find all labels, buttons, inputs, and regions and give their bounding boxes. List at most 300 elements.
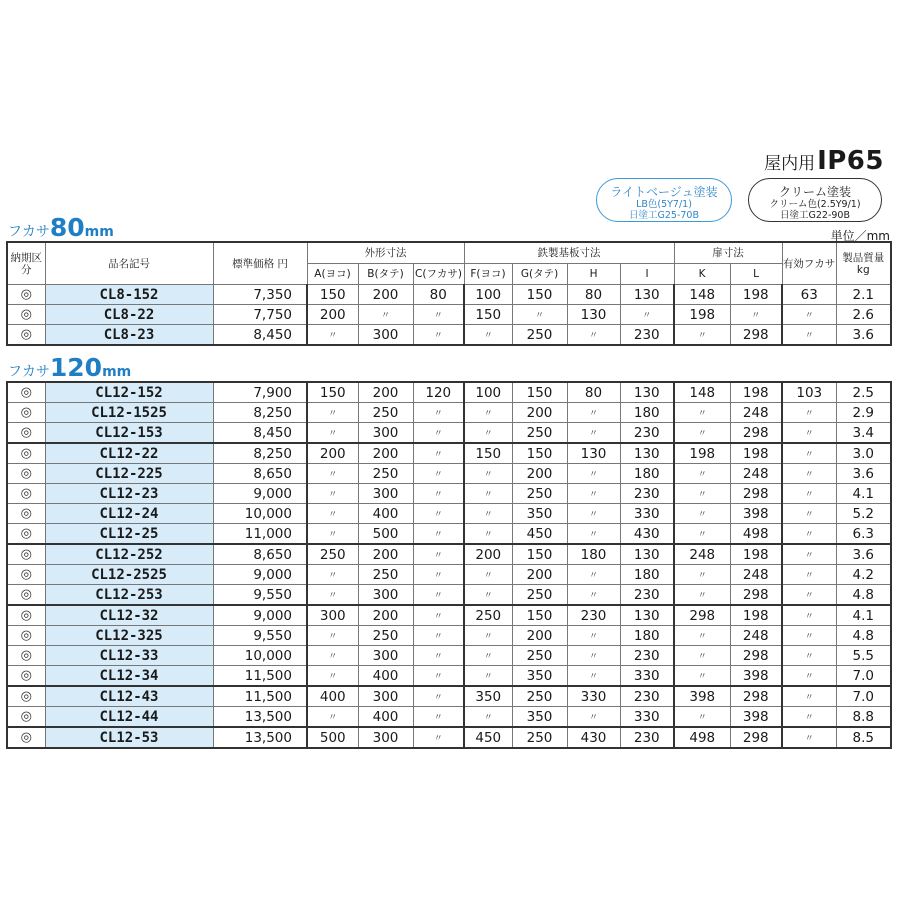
cell-f: 〃 <box>464 707 512 728</box>
cell-a: 400 <box>307 686 358 707</box>
cell-f: 100 <box>464 285 512 305</box>
cell-g: 350 <box>512 707 567 728</box>
cell-f: 〃 <box>464 585 512 606</box>
table-row <box>7 686 891 707</box>
cell-c: 〃 <box>413 666 464 687</box>
finish-color: LB色(5Y7/1) <box>636 199 692 210</box>
cell-l: 248 <box>730 565 782 585</box>
cell-g: 250 <box>512 727 567 748</box>
cell-b: 400 <box>358 666 413 687</box>
col-k: K <box>674 264 730 285</box>
cell-l: 198 <box>730 544 782 565</box>
cell-k: 〃 <box>674 626 730 646</box>
cell-h: 〃 <box>567 423 620 444</box>
cell-c: 120 <box>413 382 464 403</box>
cell-g: 150 <box>512 285 567 305</box>
cell-h: 〃 <box>567 646 620 666</box>
cell-a: 300 <box>307 605 358 626</box>
cell-mark: ◎ <box>7 605 45 626</box>
cell-mark: ◎ <box>7 544 45 565</box>
cell-eff: 〃 <box>782 565 836 585</box>
cell-a: 〃 <box>307 524 358 545</box>
cell-w: 3.0 <box>836 443 891 464</box>
cell-model: CL12-225 <box>45 464 213 484</box>
cell-g: 450 <box>512 524 567 545</box>
cell-g: 350 <box>512 504 567 524</box>
cell-l: 298 <box>730 423 782 444</box>
cell-f: 〃 <box>464 524 512 545</box>
cell-c: 〃 <box>413 403 464 423</box>
cell-a: 200 <box>307 305 358 325</box>
cell-model: CL12-32 <box>45 605 213 626</box>
finish-name: ライトベージュ塗装 <box>610 185 718 199</box>
cell-eff: 63 <box>782 285 836 305</box>
cell-mark: ◎ <box>7 626 45 646</box>
table-row <box>7 305 891 325</box>
cell-i: 130 <box>620 285 674 305</box>
unit-label: 単位／mm <box>830 229 890 243</box>
cell-price: 8,650 <box>213 464 307 484</box>
cell-i: 230 <box>620 484 674 504</box>
cell-i: 330 <box>620 707 674 728</box>
cell-c: 〃 <box>413 443 464 464</box>
col-door: 扉寸法 <box>674 242 782 264</box>
cell-k: 198 <box>674 305 730 325</box>
cell-c: 〃 <box>413 325 464 346</box>
cell-price: 10,000 <box>213 646 307 666</box>
cell-f: 〃 <box>464 646 512 666</box>
cell-k: 〃 <box>674 585 730 606</box>
cell-c: 〃 <box>413 727 464 748</box>
cell-eff: 〃 <box>782 325 836 346</box>
cell-w: 2.5 <box>836 382 891 403</box>
cell-eff: 〃 <box>782 646 836 666</box>
cell-k: 398 <box>674 686 730 707</box>
cell-h: 80 <box>567 382 620 403</box>
table-row <box>7 524 891 545</box>
section-title-120: フカサ120mm <box>8 353 132 382</box>
cell-a: 〃 <box>307 565 358 585</box>
cell-eff: 〃 <box>782 544 836 565</box>
table-row <box>7 626 891 646</box>
cell-h: 〃 <box>567 403 620 423</box>
table-row <box>7 605 891 626</box>
cell-c: 〃 <box>413 605 464 626</box>
cell-l: 398 <box>730 707 782 728</box>
cell-mark: ◎ <box>7 484 45 504</box>
cell-k: 〃 <box>674 423 730 444</box>
cell-i: 130 <box>620 443 674 464</box>
cell-eff: 〃 <box>782 524 836 545</box>
cell-model: CL12-33 <box>45 646 213 666</box>
cell-i: 130 <box>620 544 674 565</box>
table-row <box>7 666 891 687</box>
cell-h: 330 <box>567 686 620 707</box>
cell-price: 9,550 <box>213 585 307 606</box>
cell-a: 〃 <box>307 403 358 423</box>
col-i: I <box>620 264 674 285</box>
cell-b: 300 <box>358 325 413 346</box>
cell-f: 200 <box>464 544 512 565</box>
table-row <box>7 484 891 504</box>
finish-name: クリーム塗装 <box>778 185 851 199</box>
cell-model: CL12-24 <box>45 504 213 524</box>
cell-l: 198 <box>730 285 782 305</box>
cell-a: 200 <box>307 443 358 464</box>
cell-f: 450 <box>464 727 512 748</box>
cell-a: 〃 <box>307 423 358 444</box>
cell-i: 〃 <box>620 305 674 325</box>
cell-model: CL12-152 <box>45 382 213 403</box>
cell-i: 330 <box>620 666 674 687</box>
cell-h: 〃 <box>567 325 620 346</box>
cell-c: 〃 <box>413 544 464 565</box>
cell-l: 248 <box>730 464 782 484</box>
cell-g: 150 <box>512 605 567 626</box>
cell-f: 〃 <box>464 325 512 346</box>
cell-h: 〃 <box>567 504 620 524</box>
cell-b: 〃 <box>358 305 413 325</box>
cell-price: 8,250 <box>213 443 307 464</box>
cell-k: 298 <box>674 605 730 626</box>
cell-i: 130 <box>620 605 674 626</box>
cell-g: 250 <box>512 686 567 707</box>
cell-l: 298 <box>730 325 782 346</box>
cell-price: 9,000 <box>213 484 307 504</box>
col-h: H <box>567 264 620 285</box>
cell-k: 498 <box>674 727 730 748</box>
cell-g: 250 <box>512 585 567 606</box>
cell-b: 300 <box>358 585 413 606</box>
cell-c: 〃 <box>413 423 464 444</box>
cell-f: 〃 <box>464 423 512 444</box>
cell-b: 400 <box>358 707 413 728</box>
cell-g: 350 <box>512 666 567 687</box>
cell-i: 230 <box>620 325 674 346</box>
cell-l: 298 <box>730 585 782 606</box>
cell-w: 3.6 <box>836 464 891 484</box>
cell-mark: ◎ <box>7 707 45 728</box>
cell-b: 250 <box>358 626 413 646</box>
cell-k: 〃 <box>674 524 730 545</box>
cell-k: 〃 <box>674 403 730 423</box>
col-weight: 製品質量kg <box>836 242 891 285</box>
table-row <box>7 325 891 346</box>
cell-i: 230 <box>620 585 674 606</box>
cell-eff: 〃 <box>782 686 836 707</box>
cell-mark: ◎ <box>7 443 45 464</box>
cell-h: 180 <box>567 544 620 565</box>
cell-l: 298 <box>730 727 782 748</box>
cell-f: 〃 <box>464 464 512 484</box>
cell-a: 150 <box>307 382 358 403</box>
col-delivery: 納期区分 <box>7 242 45 285</box>
cell-price: 8,450 <box>213 423 307 444</box>
cell-i: 230 <box>620 423 674 444</box>
cell-b: 300 <box>358 646 413 666</box>
cell-mark: ◎ <box>7 325 45 346</box>
cell-mark: ◎ <box>7 464 45 484</box>
cell-h: 〃 <box>567 707 620 728</box>
cell-b: 250 <box>358 464 413 484</box>
cell-eff: 〃 <box>782 484 836 504</box>
cell-f: 〃 <box>464 403 512 423</box>
cell-g: 〃 <box>512 305 567 325</box>
cell-w: 8.8 <box>836 707 891 728</box>
cell-mark: ◎ <box>7 423 45 444</box>
cell-model: CL12-34 <box>45 666 213 687</box>
cell-b: 250 <box>358 565 413 585</box>
cell-c: 〃 <box>413 585 464 606</box>
cell-g: 250 <box>512 484 567 504</box>
cell-model: CL12-1525 <box>45 403 213 423</box>
cell-l: 398 <box>730 666 782 687</box>
cell-a: 〃 <box>307 504 358 524</box>
cell-l: 198 <box>730 443 782 464</box>
cell-f: 250 <box>464 605 512 626</box>
cell-w: 4.2 <box>836 565 891 585</box>
cell-w: 8.5 <box>836 727 891 748</box>
cell-c: 〃 <box>413 565 464 585</box>
cell-price: 7,750 <box>213 305 307 325</box>
table-row <box>7 707 891 728</box>
cell-c: 〃 <box>413 524 464 545</box>
cell-b: 300 <box>358 484 413 504</box>
cell-b: 250 <box>358 403 413 423</box>
cell-w: 2.9 <box>836 403 891 423</box>
cell-h: 130 <box>567 305 620 325</box>
cell-price: 8,250 <box>213 403 307 423</box>
cell-a: 〃 <box>307 646 358 666</box>
table-row <box>7 565 891 585</box>
cell-a: 〃 <box>307 707 358 728</box>
cell-l: 298 <box>730 646 782 666</box>
cell-a: 500 <box>307 727 358 748</box>
cell-k: 198 <box>674 443 730 464</box>
cell-model: CL12-252 <box>45 544 213 565</box>
cell-i: 230 <box>620 646 674 666</box>
cell-model: CL12-22 <box>45 443 213 464</box>
cell-c: 〃 <box>413 707 464 728</box>
cell-a: 〃 <box>307 484 358 504</box>
cell-k: 〃 <box>674 325 730 346</box>
cell-g: 200 <box>512 565 567 585</box>
cell-c: 〃 <box>413 464 464 484</box>
cell-l: 298 <box>730 484 782 504</box>
cell-i: 180 <box>620 403 674 423</box>
cell-b: 300 <box>358 727 413 748</box>
cell-h: 80 <box>567 285 620 305</box>
col-a: A(ヨコ) <box>307 264 358 285</box>
cell-g: 250 <box>512 646 567 666</box>
cell-eff: 〃 <box>782 626 836 646</box>
table-row <box>7 443 891 464</box>
cell-i: 230 <box>620 686 674 707</box>
col-eff: 有効フカサ <box>782 242 836 285</box>
rating-code: IP65 <box>817 146 884 176</box>
cell-k: 〃 <box>674 484 730 504</box>
finish-badge-cream <box>748 178 882 222</box>
cell-k: 248 <box>674 544 730 565</box>
cell-mark: ◎ <box>7 403 45 423</box>
cell-eff: 〃 <box>782 504 836 524</box>
cell-g: 150 <box>512 382 567 403</box>
cell-l: 498 <box>730 524 782 545</box>
cell-f: 〃 <box>464 504 512 524</box>
cell-f: 350 <box>464 686 512 707</box>
cell-b: 500 <box>358 524 413 545</box>
table-row <box>7 544 891 565</box>
col-l: L <box>730 264 782 285</box>
cell-b: 300 <box>358 686 413 707</box>
cell-b: 200 <box>358 382 413 403</box>
cell-price: 9,550 <box>213 626 307 646</box>
cell-g: 200 <box>512 464 567 484</box>
cell-price: 10,000 <box>213 504 307 524</box>
table-row <box>7 727 891 748</box>
cell-h: 〃 <box>567 666 620 687</box>
cell-price: 11,500 <box>213 666 307 687</box>
cell-h: 〃 <box>567 626 620 646</box>
cell-model: CL12-23 <box>45 484 213 504</box>
cell-l: 248 <box>730 403 782 423</box>
cell-b: 200 <box>358 285 413 305</box>
cell-l: 198 <box>730 382 782 403</box>
cell-mark: ◎ <box>7 565 45 585</box>
cell-c: 〃 <box>413 484 464 504</box>
cell-model: CL12-44 <box>45 707 213 728</box>
cell-f: 〃 <box>464 565 512 585</box>
cell-w: 2.1 <box>836 285 891 305</box>
cell-f: 〃 <box>464 626 512 646</box>
cell-eff: 〃 <box>782 585 836 606</box>
spec-table-80 <box>6 241 892 346</box>
table-row <box>7 504 891 524</box>
table-row <box>7 464 891 484</box>
cell-eff: 〃 <box>782 605 836 626</box>
cell-model: CL12-153 <box>45 423 213 444</box>
col-c: C(フカサ) <box>413 264 464 285</box>
col-f: F(ヨコ) <box>464 264 512 285</box>
cell-c: 〃 <box>413 626 464 646</box>
cell-g: 200 <box>512 403 567 423</box>
cell-l: 398 <box>730 504 782 524</box>
cell-mark: ◎ <box>7 585 45 606</box>
cell-c: 80 <box>413 285 464 305</box>
cell-i: 180 <box>620 565 674 585</box>
cell-k: 148 <box>674 382 730 403</box>
cell-mark: ◎ <box>7 686 45 707</box>
cell-eff: 〃 <box>782 403 836 423</box>
cell-k: 〃 <box>674 565 730 585</box>
cell-price: 9,000 <box>213 565 307 585</box>
col-outer: 外形寸法 <box>307 242 464 264</box>
cell-price: 7,900 <box>213 382 307 403</box>
table-body <box>7 382 891 748</box>
cell-h: 〃 <box>567 484 620 504</box>
cell-b: 400 <box>358 504 413 524</box>
cell-f: 150 <box>464 305 512 325</box>
cell-w: 3.4 <box>836 423 891 444</box>
cell-w: 3.6 <box>836 544 891 565</box>
cell-w: 5.5 <box>836 646 891 666</box>
cell-a: 150 <box>307 285 358 305</box>
cell-price: 9,000 <box>213 605 307 626</box>
cell-h: 430 <box>567 727 620 748</box>
cell-model: CL12-53 <box>45 727 213 748</box>
cell-h: 〃 <box>567 565 620 585</box>
cell-i: 180 <box>620 464 674 484</box>
cell-c: 〃 <box>413 686 464 707</box>
cell-eff: 103 <box>782 382 836 403</box>
cell-price: 8,650 <box>213 544 307 565</box>
cell-eff: 〃 <box>782 666 836 687</box>
cell-i: 430 <box>620 524 674 545</box>
finish-badge-beige <box>596 178 732 222</box>
cell-eff: 〃 <box>782 727 836 748</box>
cell-k: 〃 <box>674 504 730 524</box>
cell-w: 3.6 <box>836 325 891 346</box>
cell-model: CL12-253 <box>45 585 213 606</box>
cell-f: 〃 <box>464 484 512 504</box>
col-g: G(タテ) <box>512 264 567 285</box>
cell-mark: ◎ <box>7 666 45 687</box>
cell-w: 7.0 <box>836 666 891 687</box>
cell-l: 248 <box>730 626 782 646</box>
cell-mark: ◎ <box>7 382 45 403</box>
table-body <box>7 285 891 346</box>
cell-b: 200 <box>358 544 413 565</box>
table-row <box>7 285 891 305</box>
cell-h: 230 <box>567 605 620 626</box>
cell-l: 198 <box>730 605 782 626</box>
cell-w: 4.8 <box>836 585 891 606</box>
finish-code: 日塗工G25-70B <box>629 210 699 221</box>
cell-eff: 〃 <box>782 423 836 444</box>
finish-code: 日塗工G22-90B <box>780 210 850 221</box>
cell-price: 7,350 <box>213 285 307 305</box>
cell-a: 〃 <box>307 464 358 484</box>
cell-g: 250 <box>512 423 567 444</box>
cell-a: 〃 <box>307 626 358 646</box>
cell-i: 180 <box>620 626 674 646</box>
cell-w: 4.1 <box>836 605 891 626</box>
cell-f: 〃 <box>464 666 512 687</box>
cell-a: 250 <box>307 544 358 565</box>
cell-a: 〃 <box>307 325 358 346</box>
cell-w: 5.2 <box>836 504 891 524</box>
cell-f: 100 <box>464 382 512 403</box>
cell-a: 〃 <box>307 666 358 687</box>
section-title-80: フカサ80mm <box>8 213 114 242</box>
cell-model: CL12-25 <box>45 524 213 545</box>
cell-k: 〃 <box>674 464 730 484</box>
cell-h: 〃 <box>567 464 620 484</box>
cell-c: 〃 <box>413 646 464 666</box>
cell-mark: ◎ <box>7 285 45 305</box>
rating-label <box>764 146 884 176</box>
cell-mark: ◎ <box>7 646 45 666</box>
cell-eff: 〃 <box>782 443 836 464</box>
cell-price: 13,500 <box>213 727 307 748</box>
finish-color: クリーム色(2.5Y9/1) <box>769 199 861 210</box>
col-model: 品名記号 <box>45 242 213 285</box>
cell-model: CL8-22 <box>45 305 213 325</box>
cell-w: 6.3 <box>836 524 891 545</box>
cell-h: 〃 <box>567 585 620 606</box>
cell-i: 230 <box>620 727 674 748</box>
cell-h: 〃 <box>567 524 620 545</box>
